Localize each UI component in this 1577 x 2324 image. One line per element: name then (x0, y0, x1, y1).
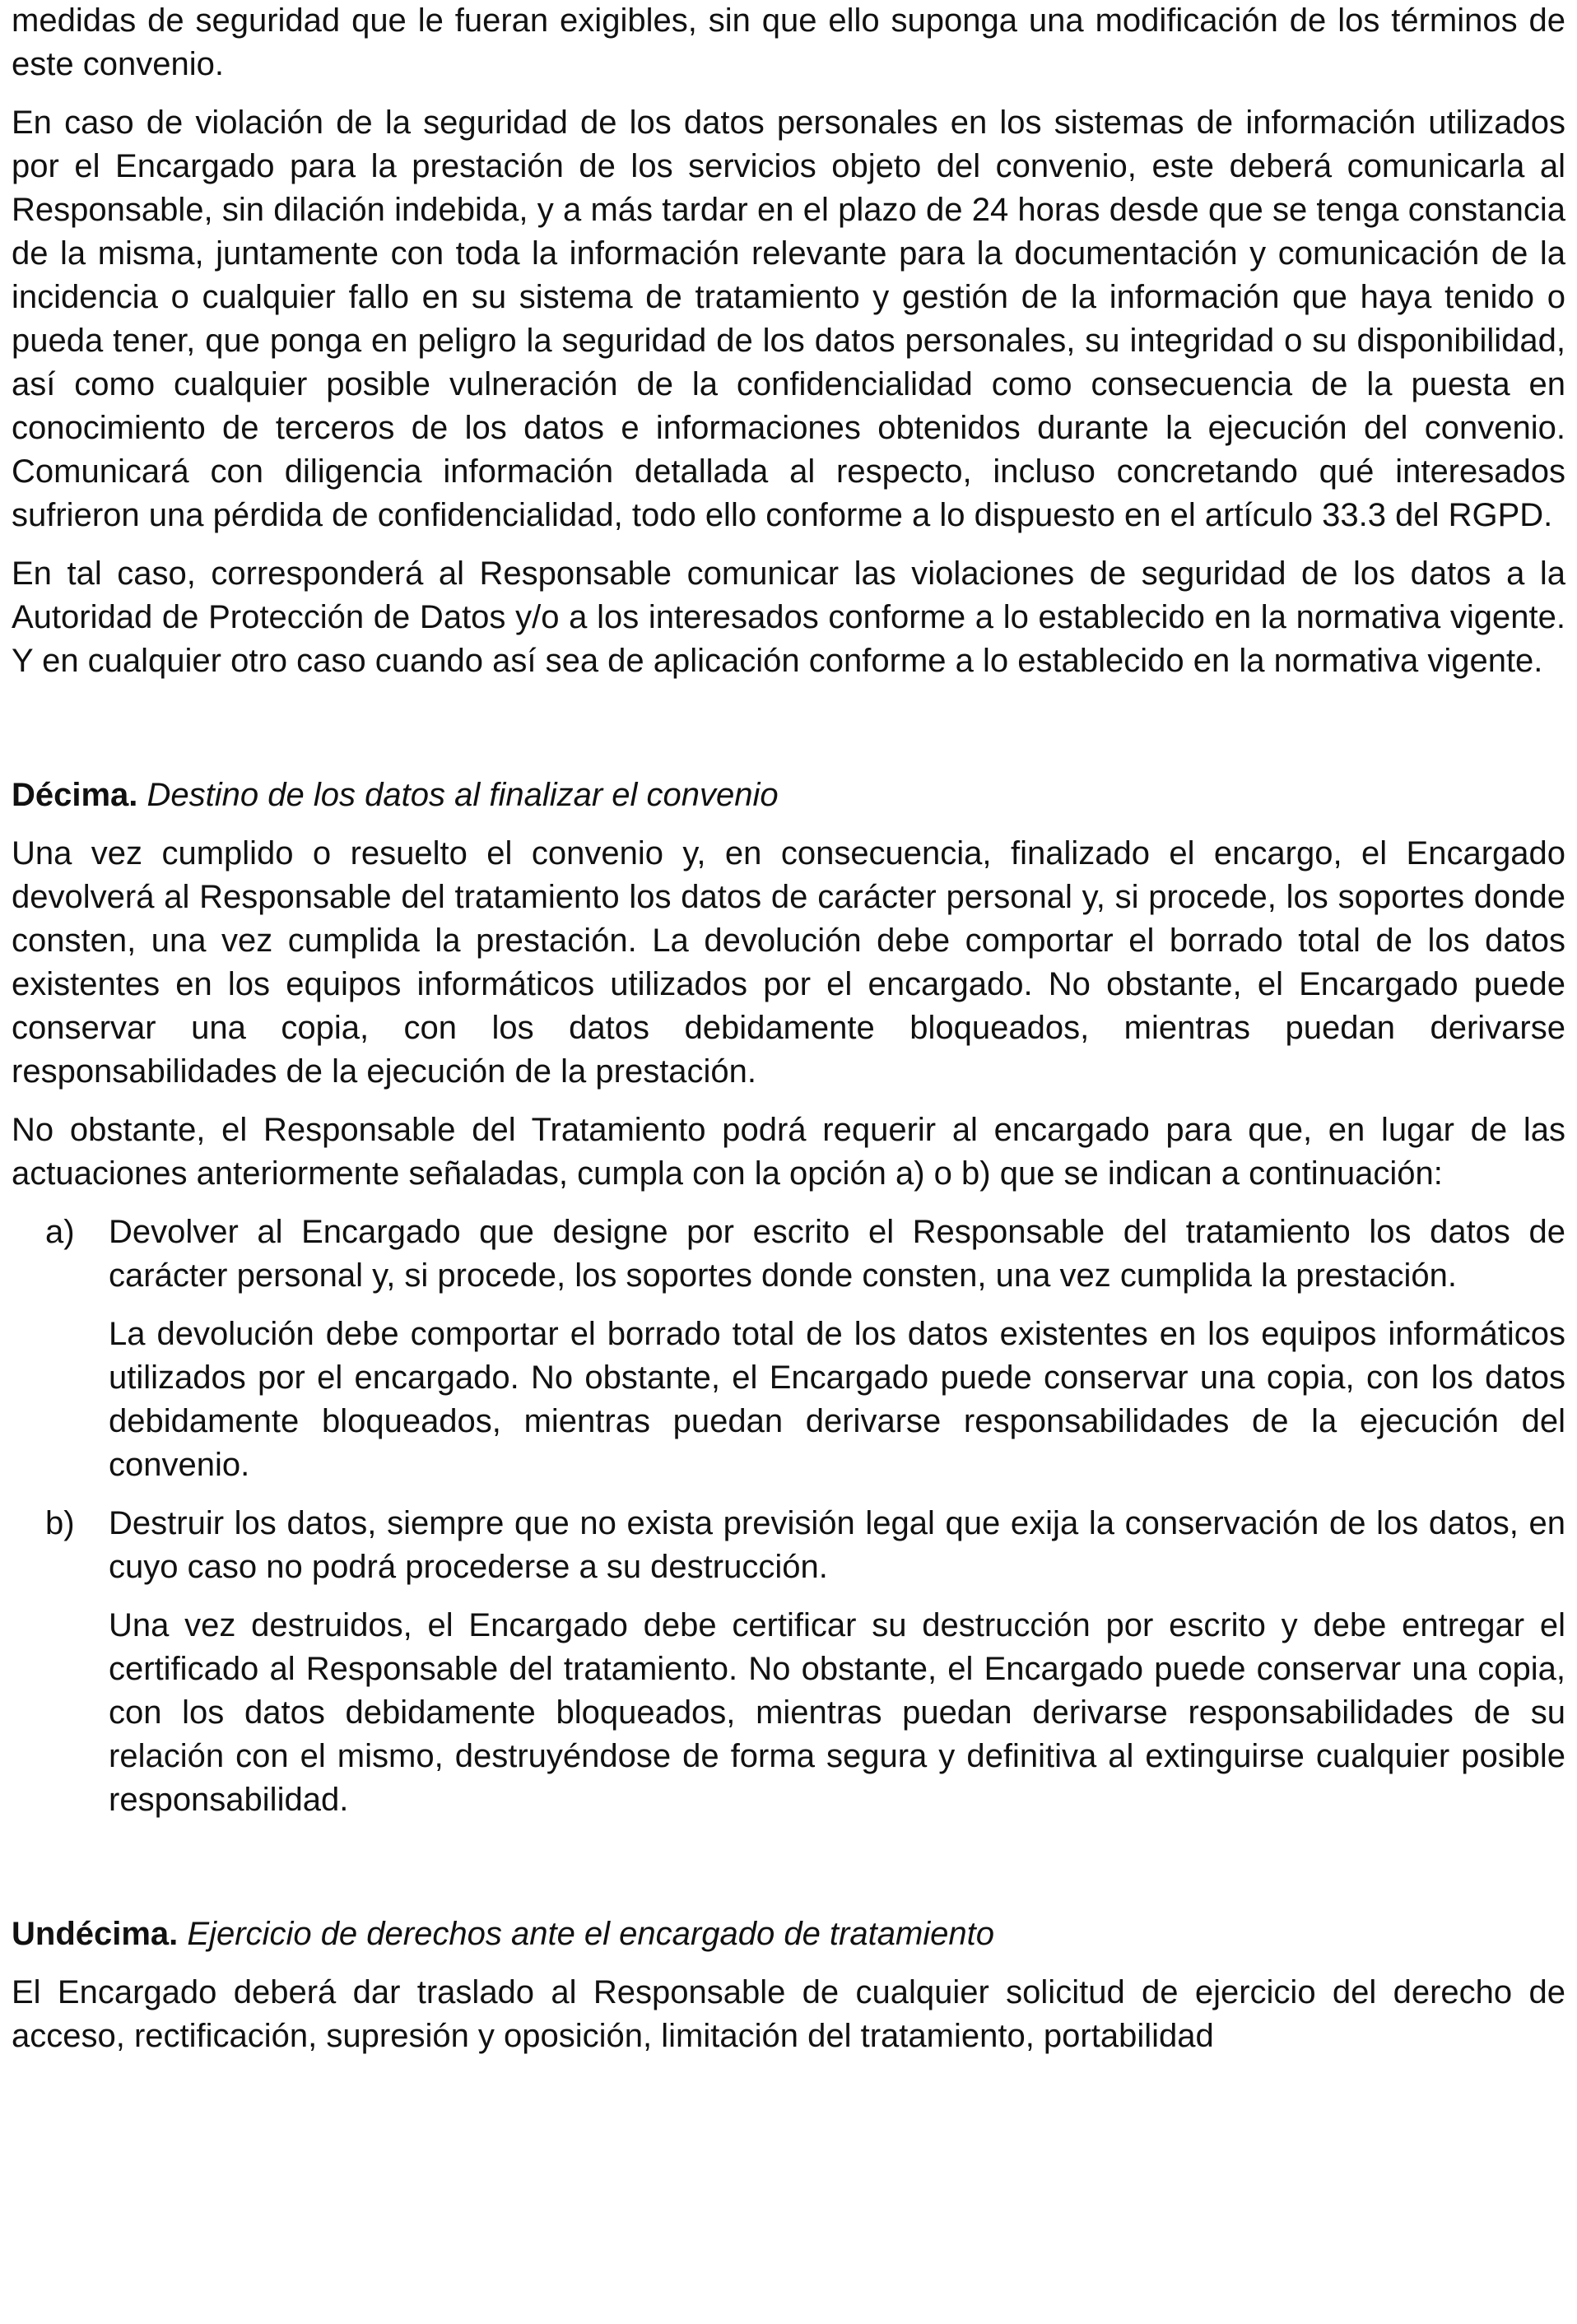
paragraph-security-measures: medidas de seguridad que le fueran exigibles, sin que ello suponga una modificación de los términos de este convenio. (12, 2, 1565, 82)
list-item-subparagraph: Una vez destruidos, el Encargado debe certificar su destrucción por escrito y debe entregar el certificado al Responsable del tratamiento. No obstante, el Encargado puede conservar una copia, con los datos debidamente bloqueados, mientras puedan derivarse responsabilidades de su relación con el mismo, destruyéndose de forma segura y definitiva al extinguirse cualquier posible responsabilidad. (109, 1607, 1565, 1818)
section-number: Décima. (12, 777, 138, 813)
list-item-subparagraph: La devolución debe comportar el borrado total de los datos existentes en los equipos informáticos utilizados por el encargado. No obstante, el Encargado puede conservar una copia, con los datos debidamente bloqueados, mientras puedan derivarse responsabilidades de la ejecución del convenio. (109, 1316, 1565, 1483)
section-title: Destino de los datos al finalizar el convenio (147, 777, 779, 813)
paragraph-rights-exercise: El Encargado deberá dar traslado al Responsable de cualquier solicitud de ejercicio del derecho de acceso, rectificación, supresión y oposición, limitación del tratamiento, portabilidad (12, 1974, 1565, 2054)
list-marker: b) (45, 1505, 75, 1541)
document-page (12, 0, 1565, 2058)
list-item-text: Devolver al Encargado que designe por escrito el Responsable del tratamiento los datos de carácter personal y, si procede, los soportes donde consten, una vez cumplida la prestación. (109, 1214, 1565, 1294)
paragraph-security-breach: En caso de violación de la seguridad de los datos personales en los sistemas de información utilizados por el Encargado para la prestación de los servicios objeto del convenio, este deberá comunicarla al Responsable, sin dilación indebida, y a más tardar en el plazo de 24 horas desde que se tenga constancia de la misma, juntamente con toda la información relevante para la documentación y comunicación de la incidencia o cualquier fallo en su sistema de tratamiento y gestión de la información que haya tenido o pueda tener, que ponga en peligro la seguridad de los datos personales, su integridad o su disponibilidad, así como cualquier posible vulneración de la confidencialidad como consecuencia de la puesta en conocimiento de terceros de los datos e informaciones obtenidos durante la ejecución del convenio. Comunicará con diligencia información detallada al respecto, incluso concretando qué interesados sufrieron una pérdida de confidencialidad, todo ello conforme a lo dispuesto en el artículo 33.3 del RGPD. (12, 105, 1565, 533)
paragraph-data-return: Una vez cumplido o resuelto el convenio y, en consecuencia, finalizado el encargo, el Encargado devolverá al Responsable del tratamiento los datos de carácter personal y, si procede, los soportes donde consten, una vez cumplida la prestación. La devolución debe comportar el borrado total de los datos existentes en los equipos informáticos utilizados por el encargado. No obstante, el Encargado puede conservar una copia, con los datos debidamente bloqueados, mientras puedan derivarse responsabilidades de la ejecución de la prestación. (12, 835, 1565, 1090)
paragraph-breach-notification: En tal caso, corresponderá al Responsable comunicar las violaciones de seguridad de los datos a la Autoridad de Protección de Datos y/o a los interesados conforme a lo establecido en la normativa vigente. Y en cualquier otro caso cuando así sea de aplicación conforme a lo establecido en la normativa vigente. (12, 555, 1565, 679)
paragraph-options-intro: No obstante, el Responsable del Tratamiento podrá requerir al encargado para que, en lugar de las actuaciones anteriormente señaladas, cumpla con la opción a) o b) que se indican a continuación: (12, 1112, 1565, 1192)
list-item-a (12, 1211, 1565, 1487)
section-heading-undecima (12, 1913, 1565, 1956)
list-marker: a) (45, 1214, 75, 1250)
section-number: Undécima. (12, 1916, 179, 1952)
list-item-text: Destruir los datos, siempre que no exista previsión legal que exija la conservación de los datos, en cuyo caso no podrá procederse a su destrucción. (109, 1505, 1565, 1585)
section-title: Ejercicio de derechos ante el encargado de tratamiento (187, 1916, 995, 1952)
section-heading-decima (12, 774, 1565, 817)
list-item-b (12, 1502, 1565, 1822)
